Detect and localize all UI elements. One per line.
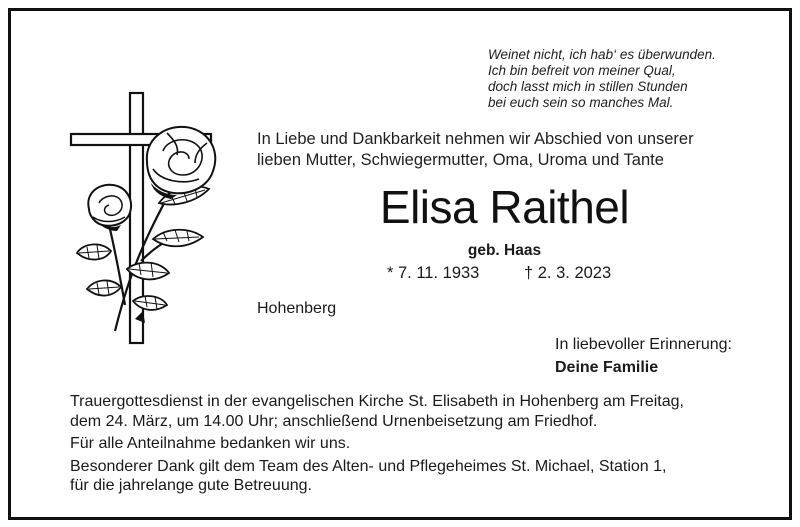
poem-line: bei euch sein so manches Mal. xyxy=(488,95,674,110)
poem-line: Ich bin befreit von meiner Qual, xyxy=(488,63,676,78)
death-date: † 2. 3. 2023 xyxy=(524,264,612,282)
memory-signature xyxy=(555,333,775,379)
special-thanks-line: Besonderer Dank gilt dem Team des Alten- und Pflegeheimes St. Michael, Station 1, xyxy=(70,457,667,475)
notice-body xyxy=(70,392,770,496)
funeral-line: dem 24. März, um 14.00 Uhr; anschließend Urnenbeisetzung am Friedhof. xyxy=(70,412,598,430)
memory-text: In liebevoller Erinnerung: xyxy=(555,336,732,353)
obituary-card xyxy=(8,8,792,520)
thanks-line: Für alle Anteilnahme bedanken wir uns. xyxy=(70,435,351,452)
intro-text xyxy=(257,129,757,171)
poem-line: doch lasst mich in stillen Stunden xyxy=(488,79,688,94)
family-signature: Deine Familie xyxy=(555,359,659,376)
birth-name: geb. Haas xyxy=(467,242,542,259)
deceased-name: Elisa Raithel xyxy=(379,181,630,233)
birth-date: * 7. 11. 1933 xyxy=(387,264,480,282)
poem xyxy=(488,47,788,111)
funeral-notice xyxy=(70,392,770,431)
special-thanks-line: für die jahrelange gute Betreuung. xyxy=(70,477,312,494)
special-thanks-notice xyxy=(70,457,770,496)
intro-line: lieben Mutter, Schwiegermutter, Oma, Uroma und Tante xyxy=(257,151,664,169)
thanks-notice xyxy=(70,434,770,454)
residence-place: Hohenberg xyxy=(257,300,337,317)
funeral-line: Trauergottesdienst in der evangelischen Kirche St. Elisabeth in Hohenberg am Freitag, xyxy=(70,393,684,410)
cross-with-roses-icon xyxy=(67,91,237,347)
intro-line: In Liebe und Dankbarkeit nehmen wir Abschied von unserer xyxy=(257,130,694,148)
life-dates xyxy=(387,263,647,284)
poem-line: Weinet nicht, ich hab‘ es überwunden. xyxy=(488,47,716,62)
